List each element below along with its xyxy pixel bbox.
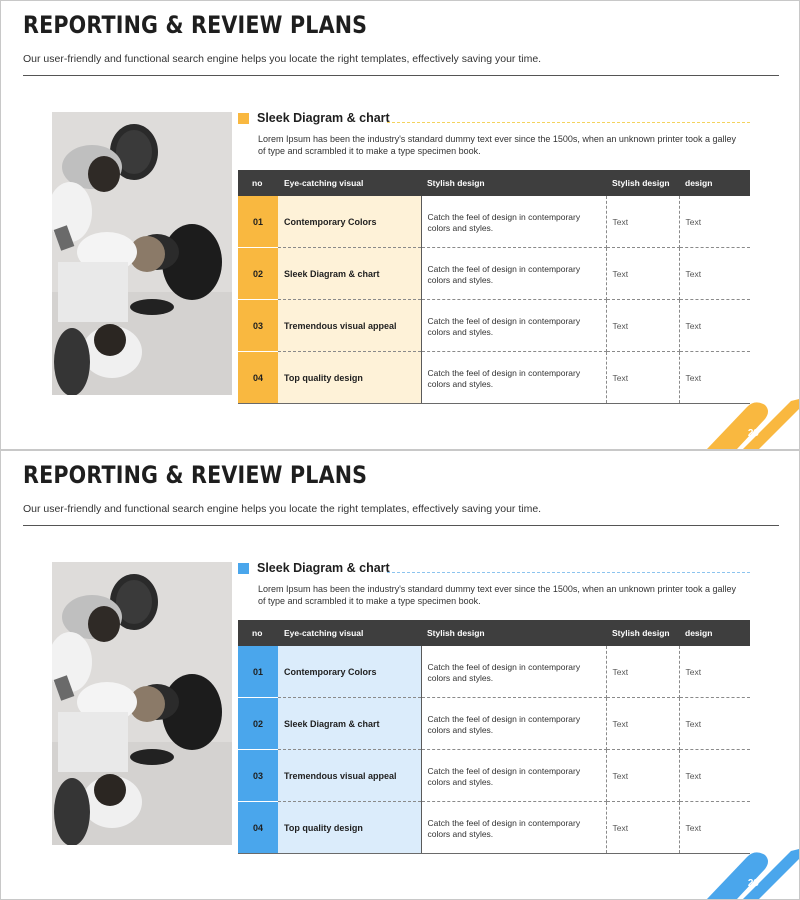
- row-stylish: Catch the feel of design in contemporary colors and styles.: [421, 352, 606, 404]
- row-visual: Contemporary Colors: [278, 196, 421, 248]
- table-row: [238, 750, 750, 802]
- section-marker-icon: [238, 113, 249, 124]
- row-number: 02: [238, 698, 278, 750]
- row-design: Text: [679, 646, 750, 698]
- section-title: Sleek Diagram & chart: [257, 111, 390, 125]
- row-visual: Top quality design: [278, 352, 421, 404]
- table-header-row: [238, 620, 750, 646]
- row-visual: Contemporary Colors: [278, 646, 421, 698]
- meeting-photo: [52, 112, 232, 395]
- column-header: design: [679, 620, 750, 646]
- section-title: Sleek Diagram & chart: [257, 561, 390, 575]
- slide-subtitle: Our user-friendly and functional search engine helps you locate the right templates, effectively saving your time.: [23, 503, 542, 515]
- table-row: [238, 300, 750, 352]
- row-stylish: Catch the feel of design in contemporary colors and styles.: [421, 300, 606, 352]
- page-number: 29: [747, 428, 759, 439]
- row-design: Text: [679, 196, 750, 248]
- row-number: 04: [238, 352, 278, 404]
- row-stylish: Catch the feel of design in contemporary colors and styles.: [421, 196, 606, 248]
- section-dashed-line: [387, 122, 750, 123]
- row-number: 03: [238, 750, 278, 802]
- row-visual: Sleek Diagram & chart: [278, 698, 421, 750]
- table-row: [238, 698, 750, 750]
- row-design: Text: [679, 802, 750, 854]
- table-row: [238, 248, 750, 300]
- title-divider: [23, 75, 779, 76]
- title-divider: [23, 525, 779, 526]
- row-stylish: Catch the feel of design in contemporary colors and styles.: [421, 248, 606, 300]
- row-visual: Top quality design: [278, 802, 421, 854]
- table-row: [238, 802, 750, 854]
- row-stylish-2: Text: [606, 646, 679, 698]
- table-row: [238, 646, 750, 698]
- section-header: [238, 110, 390, 126]
- row-stylish: Catch the feel of design in contemporary colors and styles.: [421, 698, 606, 750]
- section-description: Lorem Ipsum has been the industry's standard dummy text ever since the 1500s, when an unknown printer took a galley of type and scrambled it to make a type specimen book.: [258, 134, 736, 156]
- row-stylish-2: Text: [606, 750, 679, 802]
- table-row: [238, 352, 750, 404]
- column-header: Stylish design: [421, 620, 606, 646]
- row-visual: Tremendous visual appeal: [278, 750, 421, 802]
- row-stylish: Catch the feel of design in contemporary colors and styles.: [421, 646, 606, 698]
- row-design: Text: [679, 248, 750, 300]
- row-visual: Tremendous visual appeal: [278, 300, 421, 352]
- column-header: Eye-catching visual: [278, 620, 421, 646]
- corner-stripes-decoration: [707, 849, 799, 899]
- column-header: Stylish design: [606, 620, 679, 646]
- row-number: 03: [238, 300, 278, 352]
- row-number: 04: [238, 802, 278, 854]
- column-header: Stylish design: [606, 170, 679, 196]
- row-number: 02: [238, 248, 278, 300]
- row-design: Text: [679, 300, 750, 352]
- row-stylish: Catch the feel of design in contemporary colors and styles.: [421, 802, 606, 854]
- row-number: 01: [238, 196, 278, 248]
- table-row: [238, 196, 750, 248]
- row-stylish: Catch the feel of design in contemporary colors and styles.: [421, 750, 606, 802]
- section-dashed-line: [387, 572, 750, 573]
- page-number: 29: [747, 878, 759, 889]
- row-design: Text: [679, 750, 750, 802]
- column-header: Stylish design: [421, 170, 606, 196]
- column-header: Eye-catching visual: [278, 170, 421, 196]
- data-table: [238, 170, 750, 404]
- slide-title: REPORTING & REVIEW PLANS: [23, 11, 368, 39]
- section-header: [238, 560, 390, 576]
- section-marker-icon: [238, 563, 249, 574]
- row-stylish-2: Text: [606, 802, 679, 854]
- row-visual: Sleek Diagram & chart: [278, 248, 421, 300]
- row-stylish-2: Text: [606, 248, 679, 300]
- table-header-row: [238, 170, 750, 196]
- data-table: [238, 620, 750, 854]
- column-header: no: [238, 620, 278, 646]
- row-stylish-2: Text: [606, 300, 679, 352]
- meeting-photo: [52, 562, 232, 845]
- row-design: Text: [679, 698, 750, 750]
- row-design: Text: [679, 352, 750, 404]
- row-number: 01: [238, 646, 278, 698]
- row-stylish-2: Text: [606, 352, 679, 404]
- row-stylish-2: Text: [606, 196, 679, 248]
- column-header: no: [238, 170, 278, 196]
- section-description: Lorem Ipsum has been the industry's standard dummy text ever since the 1500s, when an unknown printer took a galley of type and scrambled it to make a type specimen book.: [258, 584, 736, 606]
- slide-subtitle: Our user-friendly and functional search engine helps you locate the right templates, effectively saving your time.: [23, 53, 542, 65]
- row-stylish-2: Text: [606, 698, 679, 750]
- slide-title: REPORTING & REVIEW PLANS: [23, 461, 368, 489]
- slide-2: [0, 450, 800, 900]
- column-header: design: [679, 170, 750, 196]
- corner-stripes-decoration: [707, 399, 799, 449]
